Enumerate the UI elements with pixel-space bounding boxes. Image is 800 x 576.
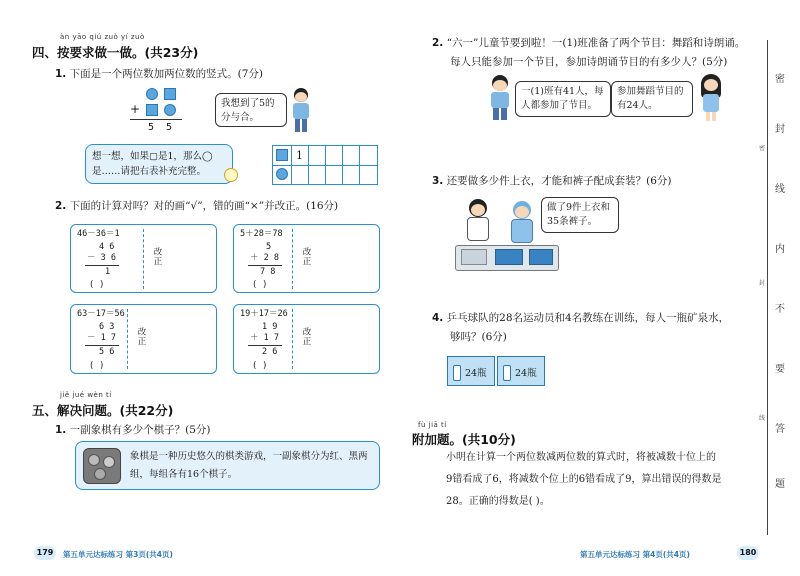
page-number: 180 (737, 546, 759, 560)
calc-card-title: 63－17＝56 (77, 309, 125, 319)
binding-small-char: 密 (759, 145, 766, 152)
footer-label: 第五单元达标练习 第3页(共4页) (63, 550, 173, 559)
calc-card (70, 224, 217, 293)
calc-line: － 3 6 (87, 253, 116, 263)
question-body: 一副象棋有多少个棋子？(5分) (69, 424, 211, 436)
extra-title: 附加题。(共10分) (412, 432, 516, 447)
question-text (55, 199, 338, 214)
hint-text: 想一想，如果▢是1，那么◯是……请把右表补充完整。 (92, 151, 213, 177)
hint-box (85, 144, 233, 184)
square-icon (164, 88, 176, 100)
question-text (432, 36, 745, 51)
binding-char: 封 (775, 124, 785, 135)
question-text-continued: 每人只能参加一个节目，参加诗朗诵节目的有多少人？(5分) (450, 56, 728, 68)
bottle-icon (453, 365, 461, 381)
binding-char: 线 (775, 184, 785, 195)
plus-sign: + (130, 102, 141, 116)
chess-pieces-image (83, 448, 121, 484)
section4-title: 四、按要求做一做。(共23分) (32, 45, 199, 60)
binding-char: 题 (775, 479, 785, 490)
extra-pinyin: fù jiā tí (418, 421, 447, 429)
answer-paren: ( ) (89, 361, 105, 371)
binding-char: 内 (775, 244, 785, 255)
water-box (447, 356, 495, 386)
question-number: 1. (55, 424, 67, 436)
bottle-icon (503, 365, 511, 381)
calc-line: 7 8 (260, 267, 276, 277)
question-number: 1. (55, 68, 67, 80)
calc-line: － 1 7 (87, 333, 116, 343)
correction-label: 改正 (301, 247, 311, 266)
calc-line: 1 9 (262, 322, 278, 332)
correction-label: 改正 (301, 327, 311, 346)
calc-line: ＋ 2 8 (250, 253, 279, 263)
water-box-label: 24瓶 (515, 368, 537, 379)
speech-bubble: 一(1)班有41人，每人都参加了节目。 (515, 81, 611, 117)
page-number: 179 (34, 546, 56, 560)
extra-line: 9错看成了6，将减数个位上的6错看成了9，算出错误的得数是 (446, 474, 722, 485)
girl-illustration (698, 74, 724, 122)
question-text (432, 311, 729, 326)
calc-card (233, 224, 380, 293)
calc-card-title: 19＋17＝26 (240, 309, 288, 319)
sum-result: 5 5 (148, 122, 176, 133)
answer-paren: ( ) (252, 280, 268, 290)
correction-label: 改正 (152, 247, 162, 266)
question-text (55, 423, 211, 438)
question-body: “六一”儿童节要到啦！一(1)班准备了两个节目：舞蹈和诗朗诵。 (446, 37, 746, 49)
calc-card-title: 5＋28＝78 (240, 229, 283, 239)
calc-line: 6 3 (99, 322, 115, 332)
binding-char: 答 (775, 424, 785, 435)
question-number: 3. (432, 175, 444, 187)
question-body: 还要做多少件上衣，才能和裤子配成套装？(6分) (446, 175, 672, 187)
question-text-continued: 够吗？(6分) (450, 331, 507, 343)
answer-paren: ( ) (252, 361, 268, 371)
calc-line: 4 6 (99, 242, 115, 252)
sum-line (130, 119, 182, 120)
calc-line: ＋ 1 7 (250, 333, 279, 343)
binding-char: 不 (775, 304, 785, 315)
water-box-label: 24瓶 (465, 368, 487, 379)
section5-title: 五、解决问题。(共22分) (32, 403, 174, 418)
question-number: 2. (432, 37, 444, 49)
calc-line: 2 6 (262, 347, 278, 357)
question-number: 4. (432, 312, 444, 324)
footer-label: 第五单元达标练习 第4页(共4页) (580, 550, 690, 559)
speech-bubble: 做了9件上衣和35条裤子。 (541, 197, 619, 233)
binding-line (767, 40, 768, 535)
table-value: 1 (296, 149, 303, 162)
circle-icon (146, 88, 158, 100)
boy-illustration (487, 75, 513, 121)
square-icon (146, 104, 158, 116)
vertical-addition (130, 88, 190, 136)
boy-illustration (290, 88, 312, 134)
square-icon (276, 149, 288, 161)
speech-bubble: 我想到了5的分与合。 (215, 93, 287, 127)
calc-card (233, 304, 380, 374)
question-text (432, 174, 672, 189)
question-body: 乒乓球队的28名运动员和4名教练在训练，每人一瓶矿泉水， (446, 312, 730, 324)
circle-icon (276, 168, 288, 180)
lightbulb-icon (224, 168, 238, 182)
calc-line: 5 (266, 242, 272, 252)
extra-line: 小明在计算一个两位数减两位数的算式时，将被减数十位上的 (446, 452, 716, 463)
chess-info-box (75, 441, 380, 490)
circle-icon (164, 104, 176, 116)
calc-card-title: 46－36＝1 (77, 229, 120, 239)
answer-paren: ( ) (89, 280, 105, 290)
extra-line: 28。正确的得数是( )。 (446, 496, 550, 507)
binding-char: 密 (775, 74, 785, 85)
water-box (497, 356, 545, 386)
binding-small-char: 线 (759, 415, 766, 422)
calc-card (70, 304, 217, 374)
fill-table (272, 145, 378, 185)
question-text (55, 67, 263, 82)
calc-line: 5 6 (99, 347, 115, 357)
question-number: 2. (55, 200, 67, 212)
calc-line: 1 (105, 267, 111, 277)
section5-pinyin: jiě jué wèn tí (60, 391, 112, 399)
binding-small-char: 封 (759, 280, 766, 287)
question-body: 下面的计算对吗？对的画“√”，错的画“×”并改正。(16分) (69, 200, 339, 212)
question-body: 下面是一个两位数加两位数的竖式。(7分) (69, 68, 264, 80)
binding-char: 要 (775, 364, 785, 375)
speech-bubble: 参加舞蹈节目的有24人。 (611, 81, 693, 117)
correction-label: 改正 (136, 327, 146, 346)
section4-pinyin: àn yāo qiú zuò yí zuò (60, 33, 145, 41)
chess-info-text: 象棋是一种历史悠久的棋类游戏，一副象棋分为红、黑两组，每组各有16个棋子。 (130, 451, 368, 480)
